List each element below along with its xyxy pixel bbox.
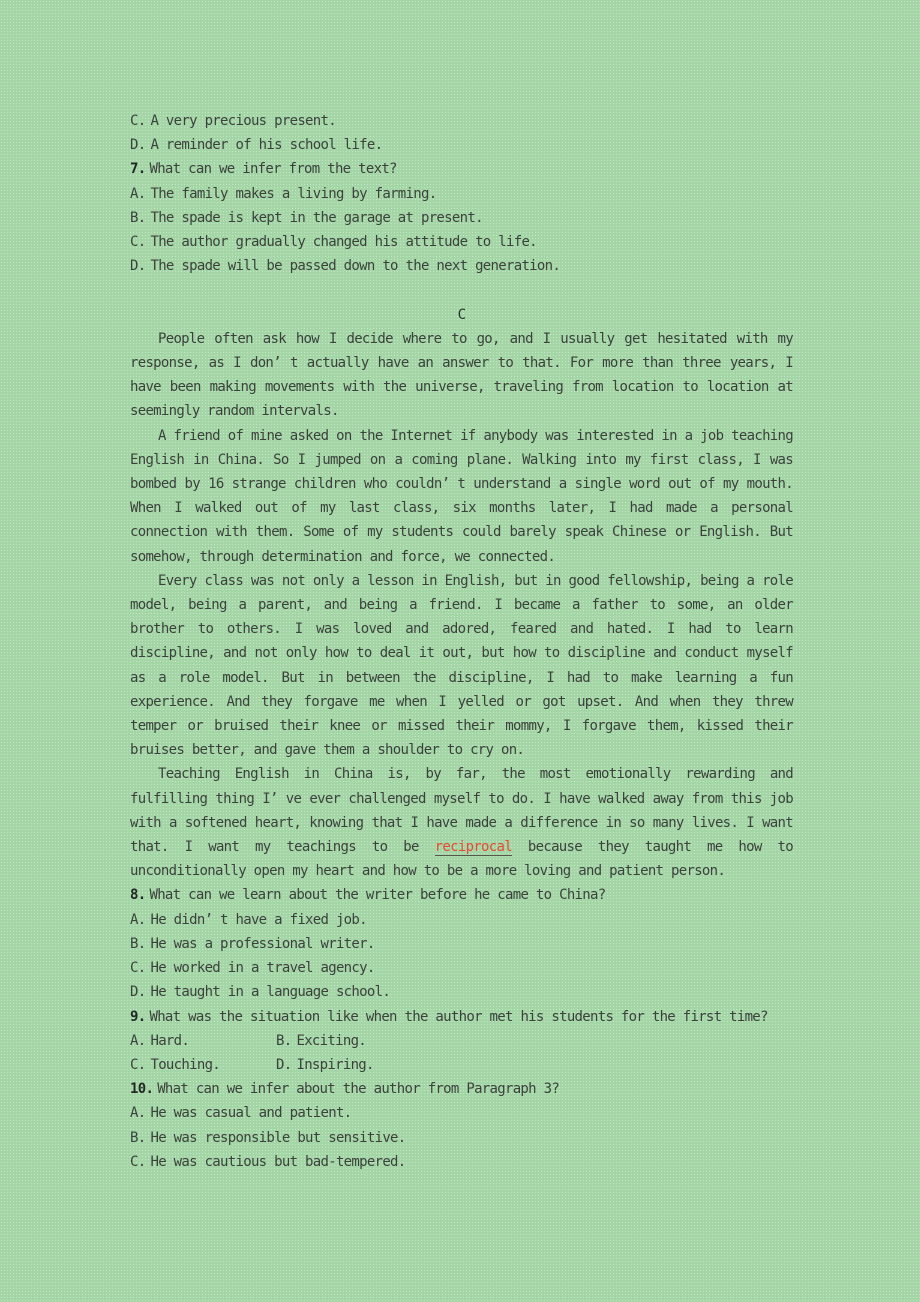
option-label: A. [130, 1032, 146, 1049]
option-text: The spade will be passed down to the next generation. [150, 258, 561, 275]
option-label: C. [130, 234, 146, 251]
option-label: B. [130, 935, 146, 952]
question-9 [130, 1005, 793, 1029]
option-cell [276, 1033, 366, 1049]
option-label: B. [130, 209, 146, 226]
option-line [130, 908, 793, 932]
question-number: 8. [130, 887, 146, 904]
option-line [130, 1150, 793, 1174]
option-text: The family makes a living by farming. [150, 185, 437, 202]
section-header: C [457, 306, 466, 323]
option-text: A reminder of his school life. [150, 137, 383, 154]
option-text: He was casual and patient. [150, 1105, 352, 1122]
worksheet-content [130, 109, 793, 1174]
option-line [130, 1101, 793, 1125]
option-text: Hard. [150, 1032, 190, 1049]
question-text: What can we learn about the writer before he came to China? [149, 887, 606, 904]
option-text: He was a professional writer. [150, 935, 375, 952]
option-label: D. [130, 984, 146, 1001]
option-line [130, 956, 793, 980]
question-number: 10. [130, 1081, 154, 1098]
option-label: A. [130, 185, 146, 202]
option-label: C. [130, 1153, 146, 1170]
option-text: He taught in a language school. [150, 984, 391, 1001]
option-text: He worked in a travel agency. [150, 960, 375, 977]
paragraph-text: because they taught me how to unconditionally open my heart and how to be a more loving and patient person. [130, 839, 793, 880]
question-text: What can we infer about the author from Paragraph 3? [157, 1081, 560, 1098]
option-text: Exciting. [296, 1032, 367, 1049]
option-text: A very precious present. [150, 113, 336, 129]
option-text: Inspiring. [296, 1056, 374, 1073]
option-label: A. [130, 911, 146, 928]
option-line [130, 932, 793, 956]
passage-paragraph-2: A friend of mine asked on the Internet if anybody was interested in a job teaching English in China. So I jumped on a coming plane. Walking into my first class, I was bombed by 16 strange children who couldn’ t understand a single word out of my mouth. When I walked out of my last class, six months later, I had made a personal connection with them. Some of my students could barely speak Chinese or English. But somehow, through determination and force, we connected. [130, 427, 793, 565]
option-line [130, 109, 793, 133]
option-line [130, 1126, 793, 1150]
option-label: A. [130, 1105, 146, 1122]
option-label: B. [130, 1129, 146, 1146]
option-text: The spade is kept in the garage at present. [150, 209, 483, 226]
option-line [130, 206, 793, 230]
option-label: D. [130, 137, 146, 154]
vocab-highlight-reciprocal: reciprocal [434, 839, 512, 856]
option-line [130, 182, 793, 206]
question-number: 7. [130, 161, 146, 178]
option-text: He didn’ t have a fixed job. [150, 911, 367, 928]
option-label: C. [130, 1056, 146, 1073]
option-row [130, 1053, 793, 1077]
paragraph-text: Teaching English in China is, by far, the most emotionally rewarding and fulfilling thing I’ ve ever challenged myself to do. I have walked away from this job with a softened heart, knowing that I have made a difference in so many lives. I want that. I want my teachings to be [130, 766, 793, 856]
option-cell [276, 1057, 374, 1073]
option-label: C. [130, 960, 146, 977]
option-text: The author gradually changed his attitude to life. [150, 234, 537, 251]
question-8 [130, 883, 793, 907]
option-row [130, 1029, 793, 1053]
option-text: He was cautious but bad-tempered. [150, 1153, 406, 1170]
question-text: What can we infer from the text? [149, 161, 397, 178]
option-cell [130, 1029, 276, 1053]
option-cell [130, 1053, 276, 1077]
option-line [130, 254, 793, 278]
option-text: Touching. [150, 1056, 221, 1073]
question-text: What was the situation like when the author met his students for the first time? [149, 1008, 768, 1025]
question-7 [130, 157, 793, 181]
passage-paragraph-4 [130, 762, 793, 883]
question-10 [130, 1077, 793, 1101]
option-text: He was responsible but sensitive. [150, 1129, 406, 1146]
option-label: D. [276, 1056, 292, 1073]
option-label: D. [130, 258, 146, 275]
option-line [130, 230, 793, 254]
option-line [130, 980, 793, 1004]
option-label: B. [276, 1032, 292, 1049]
option-label: C. [130, 113, 146, 129]
passage-paragraph-1: People often ask how I decide where to go, and I usually get hesitated with my response, as I don’ t actually have an answer to that. For more than three years, I have been making movements with the universe, traveling from location to location at seemingly random intervals. [130, 330, 793, 420]
question-number: 9. [130, 1008, 146, 1025]
option-line [130, 133, 793, 157]
passage-paragraph-3: Every class was not only a lesson in English, but in good fellowship, being a role model, being a parent, and being a friend. I became a father to some, an older brother to others. I was loved and adored, feared and hated. I had to learn discipline, and not only how to deal it out, but how to discipline and conduct myself as a role model. But in between the discipline, I had to make learning a fun experience. And they forgave me when I yelled or got upset. And when they threw temper or bruised their knee or missed their mommy, I forgave them, kissed their bruises better, and gave them a shoulder to cry on. [130, 572, 793, 759]
